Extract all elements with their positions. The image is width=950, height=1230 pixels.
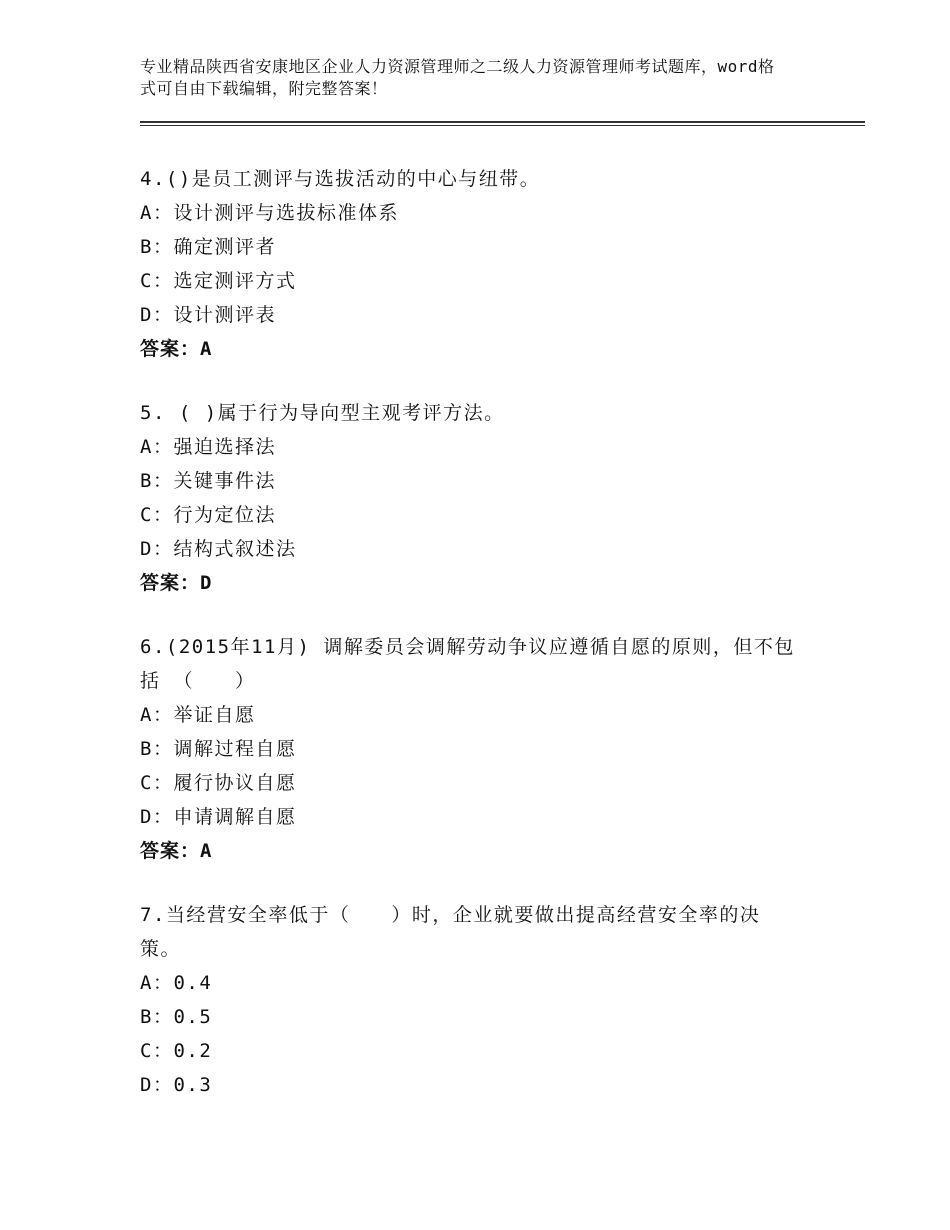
question-5 [140,396,865,600]
question-6 [140,630,865,868]
option-d: D：申请调解自愿 [140,806,297,828]
option-c: C：行为定位法 [140,504,276,526]
header-divider [140,121,865,123]
option-d: D：0.3 [140,1074,213,1096]
option-a: A：举证自愿 [140,704,256,726]
question-stem: 6.(2015年11月) 调解委员会调解劳动争议应遵循自愿的原则，但不包括 （ ） [140,636,795,692]
answer: 答案：A [140,338,213,360]
option-b: B：关键事件法 [140,470,276,492]
answer: 答案：D [140,572,213,594]
option-c: C：0.2 [140,1040,213,1062]
option-c: C：选定测评方式 [140,270,297,292]
option-a: A：0.4 [140,972,213,994]
option-a: A：强迫选择法 [140,436,276,458]
option-d: D：设计测评表 [140,304,276,326]
question-stem: 5. ( )属于行为导向型主观考评方法。 [140,402,505,424]
answer: 答案：A [140,840,213,862]
option-b: B：0.5 [140,1006,213,1028]
question-7 [140,898,865,1102]
header-divider-thin [140,125,865,126]
question-stem: 7.当经营安全率低于（ ）时，企业就要做出提高经营安全率的决策。 [140,904,761,960]
option-b: B：调解过程自愿 [140,738,297,760]
question-stem: 4.()是员工测评与选拔活动的中心与纽带。 [140,168,541,190]
question-4 [140,162,865,366]
option-c: C：履行协议自愿 [140,772,297,794]
question-list [140,162,865,1132]
option-d: D：结构式叙述法 [140,538,297,560]
option-a: A：设计测评与选拔标准体系 [140,202,399,224]
document-header: 专业精品陕西省安康地区企业人力资源管理师之二级人力资源管理师考试题库，word格式可自由下载编辑，附完整答案！ [140,57,775,98]
option-b: B：确定测评者 [140,236,276,258]
